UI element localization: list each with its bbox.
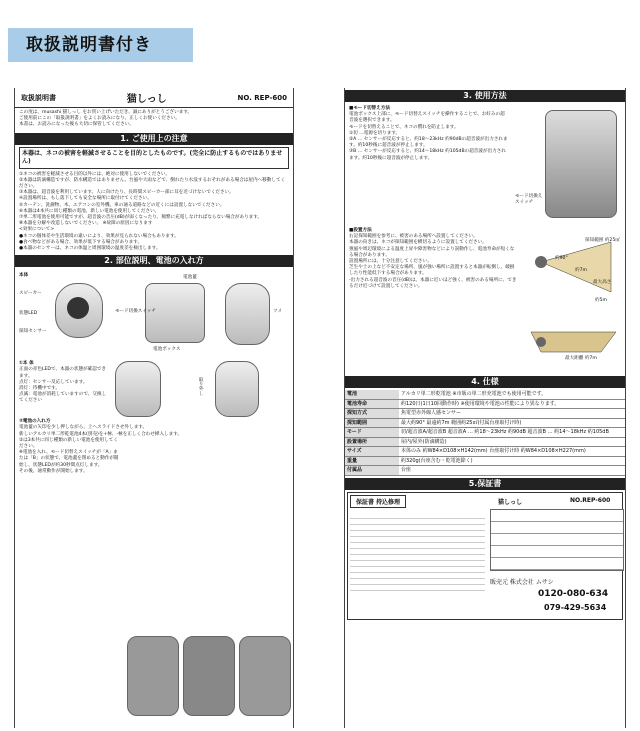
warranty-model: NO.REP-600	[570, 496, 611, 504]
section-4-header: 4. 仕様	[345, 376, 625, 388]
spec-table	[345, 390, 625, 476]
model-no: NO. REP-600	[237, 93, 287, 102]
spec-key: 設置場所	[345, 437, 399, 447]
battery-step-1-photo	[127, 636, 179, 716]
spec-value: 切/超音波A/超音波B 超音波A … 約18〜23kHz 約90dB 超音波B … 約14〜18kHz 約105dB	[399, 428, 625, 438]
warranty-terms	[350, 513, 485, 593]
note-5: ⑤カーテン、洗濯物、木、エアコンの室外機、車の通る道路などの近くには設置しないでください。	[19, 202, 225, 208]
spec-value: 台座	[399, 466, 625, 476]
intro-line-2: ご使用前にこの「取扱説明書」をよくお読みになり、正しくお使いください。	[19, 116, 180, 122]
device-stand-illustration	[115, 361, 161, 417]
battery-title: ②電池の入れ方	[19, 419, 51, 425]
install-text-3: 強風や周辺環境による温度上昇や障害物などにより誤動作し、電池寿命が短くなる場合があります。	[349, 246, 515, 258]
label-angle: 約90°	[555, 256, 568, 261]
warranty-title: 保証書 持込修理	[350, 495, 406, 508]
note-7: ⑦単二形電池を使用可能ですが、超音波の音圧(dB)が弱くなったり、頻繁に充電しなければならない場合があります。	[19, 215, 263, 221]
note-3: ③本器は、超音波を利用しています。人に向けたり、長時間スピーカー部に耳を近づけないでください。	[19, 190, 234, 196]
detection-range-diagram	[521, 232, 625, 368]
intro-line-3: 本書は、お読みになった後も大切に保管してください。	[19, 122, 134, 128]
install-text-2: 本器の向きは、ネコが探知範囲を横切るように設置してください。	[349, 240, 487, 246]
install-title: ■設置方法	[349, 228, 372, 233]
label-body: 本体	[19, 273, 29, 279]
spec-key: 付属品	[345, 466, 399, 476]
label-mode-switch: モード切換スイッチ	[115, 309, 156, 315]
body-text-1: 正面の赤色LEDで、本器の状態が確認できます。	[19, 367, 107, 379]
spec-row	[345, 466, 625, 476]
warning-box: 本器は、ネコの被害を軽減させることを目的としたものです。(完全に防止するものではありません)	[19, 147, 289, 169]
spec-value: 最大約90° 最遠約7m 範囲約25㎡(付属台座取付け時)	[399, 418, 625, 428]
battery-step-2-photo	[183, 636, 235, 716]
battery-text-1: 電池蓋の矢印を少し押しながら、上へスライドさせ外します。	[19, 425, 148, 431]
label-remove: 取り外し	[198, 377, 204, 396]
warranty-form	[490, 509, 624, 571]
note-4: ④設置場所は、もし落下しても安全な場所に取付けてください。	[19, 196, 152, 202]
install-text-1: 右記探知範囲を参考に、被害のある場所へ設置してください。	[349, 234, 478, 240]
spec-value: 約320g(台座含む・乾電池除く)	[399, 456, 625, 466]
device-remove-illustration	[215, 361, 259, 417]
effect-1: ●ネコの個体差や生活環境の違いにより、効果が見られない場合もあります。	[19, 233, 179, 239]
label-dist: 約7m	[575, 268, 587, 273]
spec-key: 電池	[345, 390, 399, 399]
mode-text-5: ③B … センサーが反応すると、約14〜18kHz 約105dBの超音波が出力されます。約10秒後に超音波が停止します。	[349, 149, 506, 161]
label-floor: 最大高さ	[593, 280, 612, 285]
label-sensor: 探知センサー	[19, 329, 47, 335]
warranty-card	[347, 492, 623, 620]
label-led: 状態LED	[19, 311, 38, 317]
spec-value: 本体のみ 約W84×D108×H142(mm) 台座取付け時 約W84×D108×H227(mm)	[399, 447, 625, 457]
body-text-4: 点滅：電池が消耗していますので、交換してください	[19, 392, 107, 404]
warranty-phone: 0120-080-634	[538, 588, 609, 599]
spec-row	[345, 390, 625, 399]
spec-row	[345, 447, 625, 457]
doc-label: 取扱説明書	[21, 93, 56, 102]
intro-line-1: この度は、musashi 猫しっし をお買い上げいただき、誠にありがとうございます。	[19, 110, 193, 115]
product-name: 猫しっし	[126, 94, 167, 105]
manual-page-right	[344, 88, 626, 728]
spec-row	[345, 437, 625, 447]
install-text-4: 設置場所には、十分注意してください。	[349, 259, 432, 265]
warranty-phone-2: 079-429-5634	[544, 602, 607, 612]
mode-title: ■モード切替え方法	[349, 106, 390, 111]
spec-key: 探知範囲	[345, 418, 399, 428]
effect-3: ●本器のセンサーは、ネコの体温と周囲環境の温度差を検出します。	[19, 246, 161, 252]
warranty-seller: 販売元 株式会社 ムサシ	[490, 578, 554, 586]
battery-text-3: ②は3本共に同じ種類の新しい電池を使用してください。	[19, 437, 118, 450]
spec-row	[345, 418, 625, 428]
manual-included-tag: 取扱説明書付き	[8, 28, 193, 62]
body-title: ①本 体	[19, 361, 34, 367]
label-speaker: スピーカー	[19, 291, 42, 297]
effect-2: ●食べ物などがある場合、効果が低下する場合があります。	[19, 239, 143, 245]
spec-row	[345, 409, 625, 419]
section-2-header: 2. 部位説明、電池の入れ方	[15, 255, 293, 267]
spec-key: 重量	[345, 456, 399, 466]
mode-text-1: 電池ボックス上部に、モード切替えスイッチを操作することで、お好みの超音波を選択できます。	[349, 112, 505, 124]
battery-text-2: 新しいアルカリ単二形乾電池4本(別売)を+極、-極を正しく合わせ挿入します。	[19, 431, 183, 437]
battery-text-4: ※電池を入れ、モード切替えスイッチが「A」または「B」の状態で、電池蓋を閉めると動作が開始し、状態LEDが約30秒間点灯します。	[19, 450, 119, 468]
manual-page-left	[14, 88, 294, 728]
mode-text-2: モードを切替えることで、ネコの慣れを防止します。	[349, 124, 459, 130]
spec-key: 探知方式	[345, 409, 399, 419]
spec-value: 焦電型赤外線人感センサー	[399, 409, 625, 419]
note-8: ⑧本器を分解や改造しないでください。 ※故障の原因になります	[19, 221, 153, 227]
mode-switch-photo	[545, 110, 617, 218]
note-6: ⑥本器は4本共に同じ種類の電池、新しい電池を使用してください。	[19, 208, 160, 214]
battery-step-3-photo	[239, 636, 291, 716]
label-tab: ツメ	[273, 309, 283, 315]
mode-text-3: ①切 …電源を切ります。	[349, 130, 401, 136]
label-battery-box: 電池ボックス	[153, 347, 181, 353]
label-max-distance: 最大距離 約7m	[565, 356, 597, 361]
section-3-header: 3. 使用方法	[345, 90, 625, 102]
spec-row	[345, 399, 625, 409]
spec-value: 約120日(1日10回動作時) ※使用環境や電池の性能により異なります。	[399, 399, 625, 409]
device-side-illustration	[225, 283, 270, 345]
label-h5: 約5m	[595, 298, 607, 303]
spec-key: サイズ	[345, 447, 399, 457]
body-text-3: 消灯：待機中です。	[19, 386, 60, 392]
note-2: ②本器は防滴構造ですが、防水構造ではありません。台風や大雨などで、倒れたり水没するおそれがある場合は屋内へ移動してください。	[19, 177, 286, 190]
spec-row	[345, 456, 625, 466]
warranty-product: 猫しっし	[498, 498, 523, 506]
effects-title: <効果について>	[19, 227, 55, 233]
label-mode-switch-photo: モード切換え スイッチ	[515, 194, 543, 206]
spec-key: 電池寿命	[345, 399, 399, 409]
install-text-5: 芝生や土の上など不安定な場所、風が強い場所に設置すると本器が転倒し、破損したり性能低下する場合があります。	[349, 265, 515, 277]
label-battery-cover: 電池蓋	[183, 275, 197, 281]
mode-text-4: ②A … センサーが反応すると、約18〜23kHz 約90dBの超音波が出力されます。約10秒後に超音波が停止します。	[349, 137, 508, 149]
spec-key: モード	[345, 428, 399, 438]
body-text-2: 点灯：センサー反応しています。	[19, 379, 88, 385]
label-range: 探知範囲 約25㎡	[585, 238, 620, 243]
spec-row	[345, 428, 625, 438]
section-1-header: 1. ご使用上の注意	[15, 133, 293, 145]
spec-value: アルカリ単二形乾電池 ※市販の単二形充電池でも使用可能です。	[399, 390, 625, 399]
section-5-header: 5.保証書	[345, 478, 625, 490]
note-1: ①ネコの被害を軽減させる目的以外には、絶対に使用しないでください。	[19, 171, 171, 177]
battery-text-5: その後、通常動作が開始します。	[19, 468, 88, 474]
spec-value: 屋内/屋外(防滴構造)	[399, 437, 625, 447]
install-text-6: -出力される超音波の音圧(dB)は、本器に近いほど強く、被害のある場所に、できるだけ近づけて設置してください。	[349, 277, 517, 289]
